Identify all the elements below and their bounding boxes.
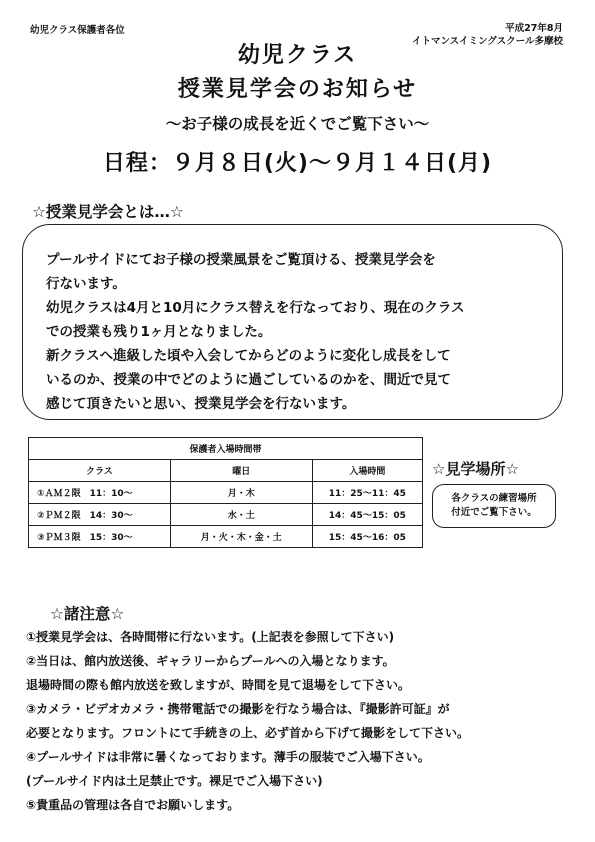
venue-box [432, 484, 556, 528]
note-line: ⑤貴重品の管理は各自でお願いします。 [26, 798, 240, 812]
class-cell: ②ＰＭ２限 14：30～ [29, 504, 171, 526]
table-caption: 保護者入場時間帯 [29, 438, 423, 460]
note-line: ①授業見学会は、各時間帯に行ないます。(上記表を参照して下さい) [26, 630, 395, 644]
about-line: いるのか、授業の中でどのように過ごしているのかを、間近で見て [46, 372, 451, 388]
entry-times-table [28, 437, 423, 548]
class-cell: ①ＡＭ２限 11：10～ [29, 482, 171, 504]
note-line: ③カメラ・ビデオカメラ・携帯電話での撮影を行なう場合は、『撮影許可証』が [26, 702, 450, 716]
school-name: イトマンスイミングスクール多摩校 [411, 36, 563, 47]
about-line: 行ないます。 [46, 276, 126, 292]
table-row [29, 504, 423, 526]
column-header-day: 曜日 [170, 460, 312, 482]
about-line: 新クラスへ進級した頃や入会してからどのように変化し成長をして [46, 348, 451, 364]
note-line: ②当日は、館内放送後、ギャラリーからプールへの入場となります。 [26, 654, 395, 668]
time-cell: 14：45～15：05 [312, 504, 422, 526]
column-header-time: 入場時間 [312, 460, 422, 482]
about-line: 幼児クラスは4月と10月にクラス替えを行なっており、現在のクラス [46, 300, 465, 316]
note-line: 退場時間の際も館内放送を致しますが、時間を見て退場をして下さい。 [26, 678, 411, 692]
addressee: 幼児クラス保護者各位 [30, 25, 125, 36]
subtitle: ～お子様の成長を近くでご覧下さい～ [165, 115, 430, 133]
about-heading: ☆授業見学会とは…☆ [32, 203, 184, 221]
table-header-row [29, 460, 423, 482]
note-line: ④プールサイドは非常に暑くなっております。薄手の服装でご入場下さい。 [26, 750, 430, 764]
venue-line: 各クラスの練習場所 [451, 493, 537, 504]
column-header-class: クラス [29, 460, 171, 482]
time-cell: 11：25～11：45 [312, 482, 422, 504]
venue-line: 付近でご覧下さい。 [451, 507, 537, 518]
note-line: (プールサイド内は土足禁止です。裸足でご入場下さい) [26, 774, 323, 788]
day-cell: 月・木 [170, 482, 312, 504]
day-cell: 水・土 [170, 504, 312, 526]
notes-heading: ☆諸注意☆ [50, 605, 125, 623]
note-line: 必要となります。フロントにて手続きの上、必ず首から下げて撮影をして下さい。 [26, 726, 470, 740]
issue-date: 平成27年8月 [505, 23, 563, 34]
title-line-2: 授業見学会のお知らせ [177, 77, 418, 102]
time-cell: 15：45～16：05 [312, 526, 422, 548]
day-cell: 月・火・木・金・土 [170, 526, 312, 548]
class-cell: ③ＰＭ３限 15：30～ [29, 526, 171, 548]
venue-heading: ☆見学場所☆ [432, 460, 519, 478]
about-line: プールサイドにてお子様の授業風景をご覧頂ける、授業見学会を [46, 252, 436, 268]
schedule: 日程：９月８日(火)～９月１４日(月) [102, 151, 493, 176]
about-line: 感じて頂きたいと思い、授業見学会を行ないます。 [46, 396, 356, 412]
about-line: での授業も残り1ヶ月となりました。 [46, 324, 272, 340]
table-row [29, 482, 423, 504]
table-row [29, 526, 423, 548]
title-line-1: 幼児クラス [237, 43, 358, 68]
